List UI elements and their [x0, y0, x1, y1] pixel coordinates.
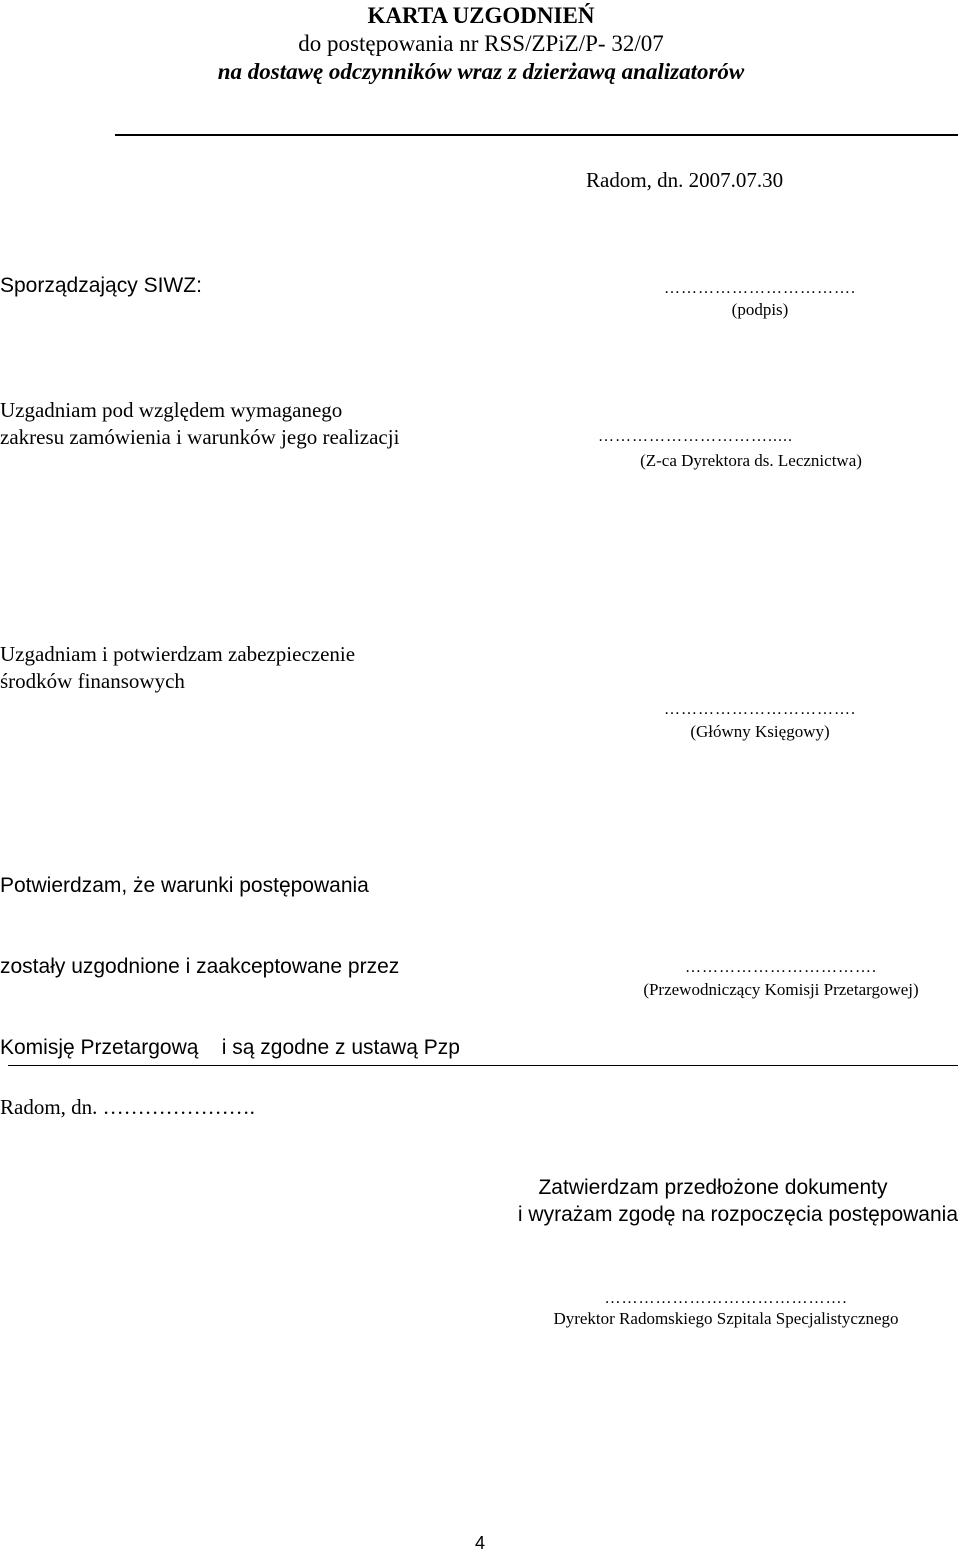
funding-approval-line-2: środków finansowych — [0, 669, 185, 693]
funding-approval-line-1: Uzgadniam i potwierdzam zabezpieczenie — [0, 642, 356, 666]
committee-approval-line-1: Potwierdzam, że warunki postępowania — [0, 874, 369, 897]
committee-chair-signature-line: ……………………………. — [685, 959, 877, 976]
scope-approval-line-2: zakresu zamówienia i warunków jego realizacji — [0, 425, 400, 449]
committee-chair-signature-caption: (Przewodniczący Komisji Przetargowej) — [643, 980, 919, 999]
scope-approval-line-1: Uzgadniam pod względem wymaganego — [0, 398, 343, 422]
document-date: Radom, dn. 2007.07.30 — [586, 168, 784, 192]
director-approval-line-1: Zatwierdzam przedłożone dokumenty — [538, 1176, 888, 1199]
funding-approval-block — [0, 641, 355, 695]
preparer-label: Sporządzający SIWZ: — [0, 274, 202, 297]
preparer-signature-line: ……………………………. — [664, 280, 856, 297]
deputy-director-signature-line: …………………………..... — [598, 428, 793, 445]
deputy-director-signature-caption: (Z-ca Dyrektora ds. Lecznictwa) — [640, 451, 862, 470]
director-signature-line: ……………………………………. — [604, 1290, 848, 1307]
page-number: 4 — [474, 1533, 485, 1553]
committee-approval-line-2: zostały uzgodnione i zaakceptowane przez — [0, 955, 400, 978]
procedure-subject: na dostawę odczynników wraz z dzierżawą analizatorów — [217, 59, 745, 84]
procedure-number: do postępowania nr RSS/ZPiZ/P- 32/07 — [298, 31, 664, 56]
approval-date-line: Radom, dn. …………………. — [0, 1095, 255, 1119]
director-approval-line-2: i wyrażam zgodę na rozpoczęcia postępowania — [517, 1203, 958, 1226]
document-title: KARTA UZGODNIEŃ — [367, 3, 595, 28]
header-divider — [115, 134, 958, 136]
footer-divider — [8, 1065, 958, 1066]
committee-approval-block — [0, 818, 460, 1088]
chief-accountant-signature-caption: (Główny Księgowy) — [690, 722, 830, 741]
committee-approval-line-3: Komisję Przetargową i są zgodne z ustawą Pzp — [0, 1036, 460, 1059]
chief-accountant-signature-line: ……………………………. — [664, 701, 856, 718]
scope-approval-block — [0, 397, 399, 451]
preparer-signature-caption: (podpis) — [731, 300, 789, 319]
preparer-label-block — [0, 272, 202, 299]
director-signature-caption: Dyrektor Radomskiego Szpitala Specjalistycznego — [553, 1309, 899, 1328]
